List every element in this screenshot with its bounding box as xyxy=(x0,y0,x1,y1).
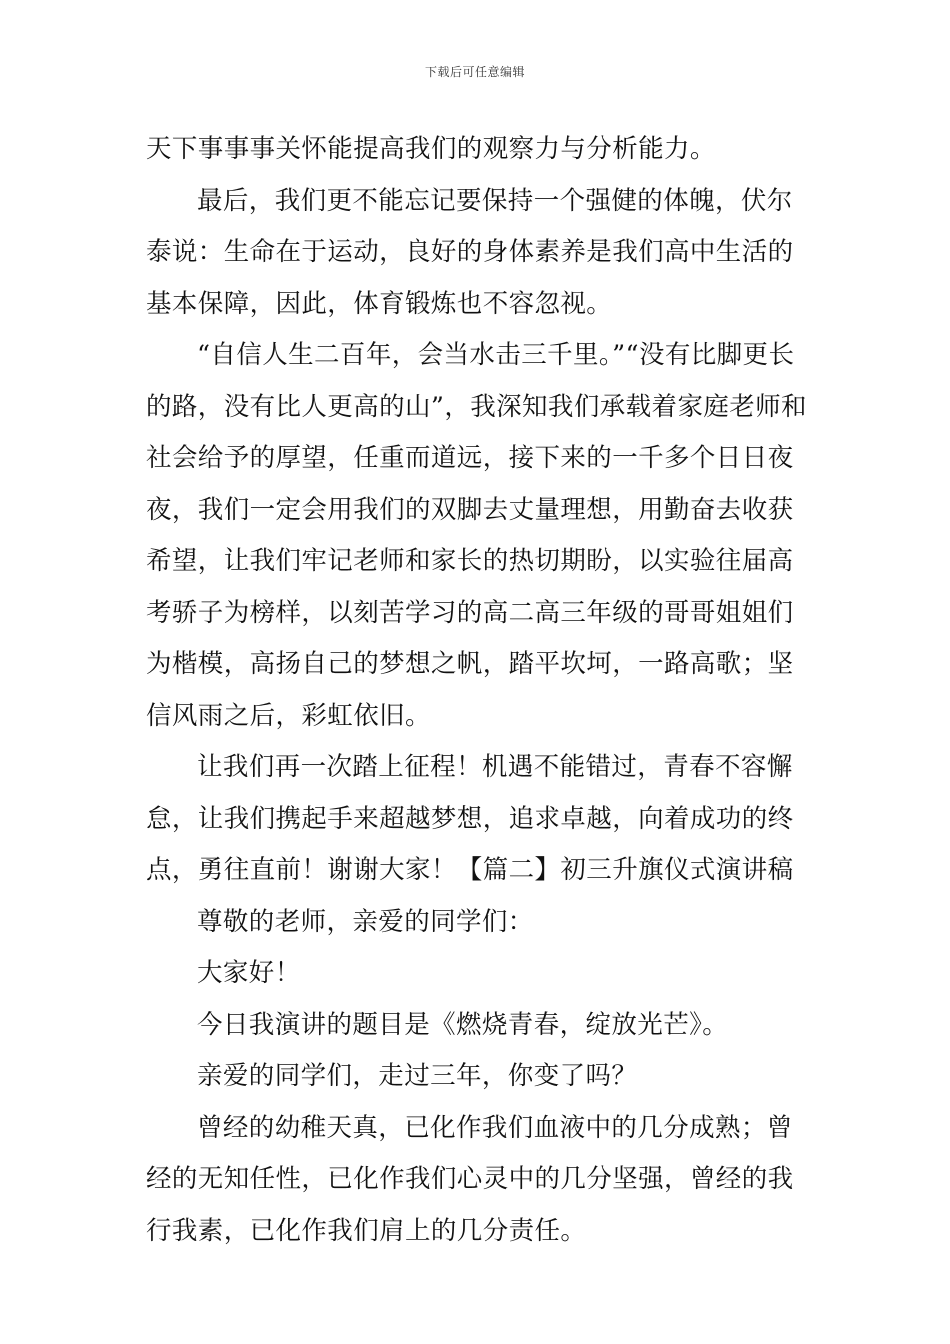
document-body xyxy=(146,124,810,1257)
paragraph: 天下事事事关怀能提高我们的观察力与分析能力。 xyxy=(146,134,716,164)
paragraph: 亲爱的同学们，走过三年，你变了吗？ xyxy=(197,1061,638,1091)
paragraph: 曾经的幼稚天真，已化作我们血液中的几分成熟；曾经的无知任性，已化作我们心灵中的几分坚强，曾经的我行我素，已化作我们肩上的几分责任。 xyxy=(146,1112,794,1246)
paragraph: 大家好！ xyxy=(197,958,301,988)
page-header: 下载后可任意编辑 xyxy=(424,65,525,79)
paragraph: 今日我演讲的题目是《燃烧青春，绽放光芒》。 xyxy=(197,1009,729,1040)
paragraph: 尊敬的老师，亲爱的同学们： xyxy=(197,906,534,937)
paragraph: 让我们再一次踏上征程！机遇不能错过，青春不容懈怠，让我们携起手来超越梦想，追求卓越，向着成功的终点，勇往直前！谢谢大家！【篇二】初三升旗仪式演讲稿 xyxy=(146,752,794,885)
paragraph: 最后，我们更不能忘记要保持一个强健的体魄，伏尔泰说：生命在于运动，良好的身体素养是我们高中生活的基本保障，因此，体育锻炼也不容忽视。 xyxy=(146,185,794,319)
paragraph: “自信人生二百年，会当水击三千里。”“没有比脚更长的路，没有比人更高的山”，我深知我们承载着家庭老师和社会给予的厚望，任重而道远，接下来的一千多个日日夜夜，我们一定会用我们的双脚去丈量理想，用勤奋去收获希望，让我们牢记老师和家长的热切期盼，以实验往届高考骄子为榜样，以刻苦学习的高二高三年级的哥哥姐姐们为楷模，高扬自己的梦想之帆，踏平坎坷，一路高歌；坚信风雨之后，彩虹依旧。 xyxy=(146,340,807,731)
